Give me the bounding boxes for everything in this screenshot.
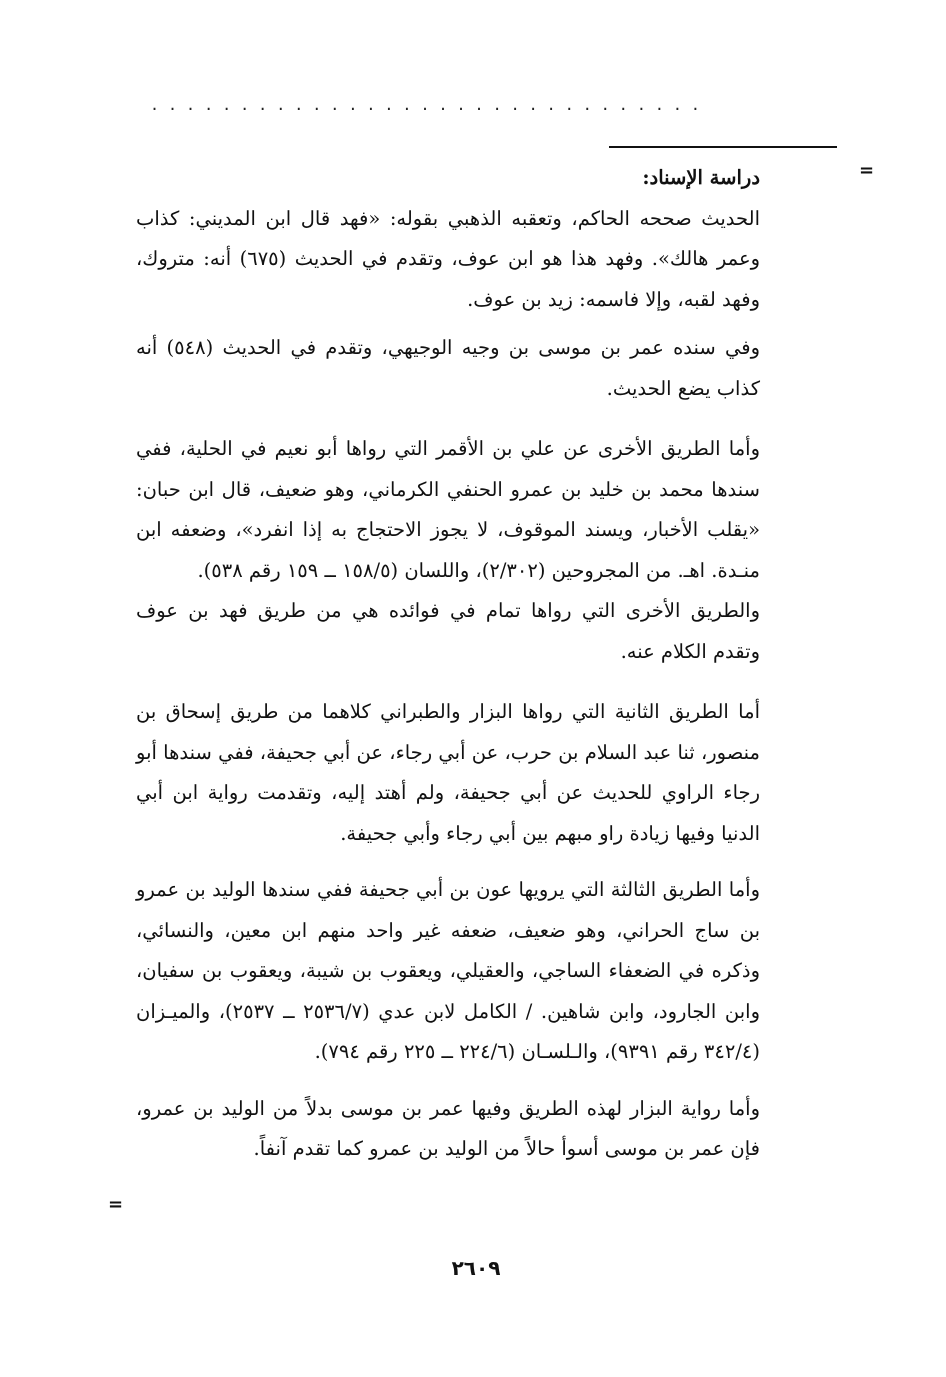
- header-dotted-separator: ...............................: [150, 96, 709, 110]
- top-rule-line: [609, 146, 837, 148]
- paragraph-2: وفي سنده عمر بن موسى بن وجيه الوجيهي، وتقدم في الحديث (٥٤٨) أنه كذاب يضع الحديث.: [136, 336, 760, 400]
- page-number: ٢٦٠٩: [451, 1256, 501, 1280]
- margin-mark-top: =: [859, 160, 875, 181]
- paragraph-1: الحديث صححه الحاكم، وتعقبه الذهبي بقوله: «فهد قال ابن المديني: كذاب وعمر هالك». وفهد هذا هو ابن عوف، وتقدم في الحديث (٦٧٥) أنه: متروك، وفهد لقبه، وإلا فاسمه: زيد بن عوف.: [136, 206, 760, 311]
- paragraph-3: وأما الطريق الأخرى عن علي بن الأقمر التي رواها أبو نعيم في الحلية، ففي سندها محمد بن خليد بن عمرو الحنفي الكرماني، وهو ضعيف، قال ابن حبان: «يقلب الأخبار، ويسند الموقوف، لا يجوز الاحتجاج به إذا انفرد»، وضعفه ابن منـدة. اهـ. من المجروحين (٢/٣٠٢)، واللسان (١٥٨/٥ ــ ١٥٩ رقم ٥٣٨).: [136, 437, 760, 582]
- paragraph-7: وأما رواية البزار لهذه الطريق وفيها عمر بن موسى بدلاً من الوليد بن عمرو، فإن عمر بن موسى أسوأ حالاً من الوليد بن عمرو كما تقدم آنفاً.: [136, 1096, 760, 1160]
- paragraph-4: والطريق الأخرى التي رواها تمام في فوائده هي من طريق فهد بن عوف وتقدم الكلام عنه.: [136, 599, 760, 663]
- paragraph-6: وأما الطريق الثالثة التي يرويها عون بن أبي جحيفة ففي سندها الوليد بن عمرو بن ساج الحراني، وهو ضعيف، ضعفه غير واحد منهم ابن معين، والنسائي، وذكره في الضعفاء الساجي، والعقيلي، ويعقوب بن شيبة، ويعقوب بن سفيان، وابن الجارود، وابن شاهين. / الكامل لابن عدي (٢٥٣٦/٧ ــ ٢٥٣٧)، والميـزان (٣٤٢/٤ رقم ٩٣٩١)، والـلسـان (٢٢٤/٦ ــ ٢٢٥ رقم ٧٩٤).: [136, 878, 761, 1063]
- main-text-body: [136, 158, 760, 1170]
- paragraph-5: أما الطريق الثانية التي رواها البزار والطبراني كلاهما من طريق إسحاق بن منصور، ثنا عبد السلام بن حرب، عن أبي رجاء، عن أبي جحيفة، ففي سندها أبو رجاء الراوي للحديث عن أبي جحيفة، ولم أهتد إليه، وتقدمت رواية ابن أبي الدنيا وفيها زيادة راو مبهم بين أبي رجاء وأبي جحيفة.: [136, 700, 760, 845]
- section-heading: دراسة الإسناد:: [642, 166, 760, 189]
- margin-mark-bottom: =: [108, 1194, 124, 1215]
